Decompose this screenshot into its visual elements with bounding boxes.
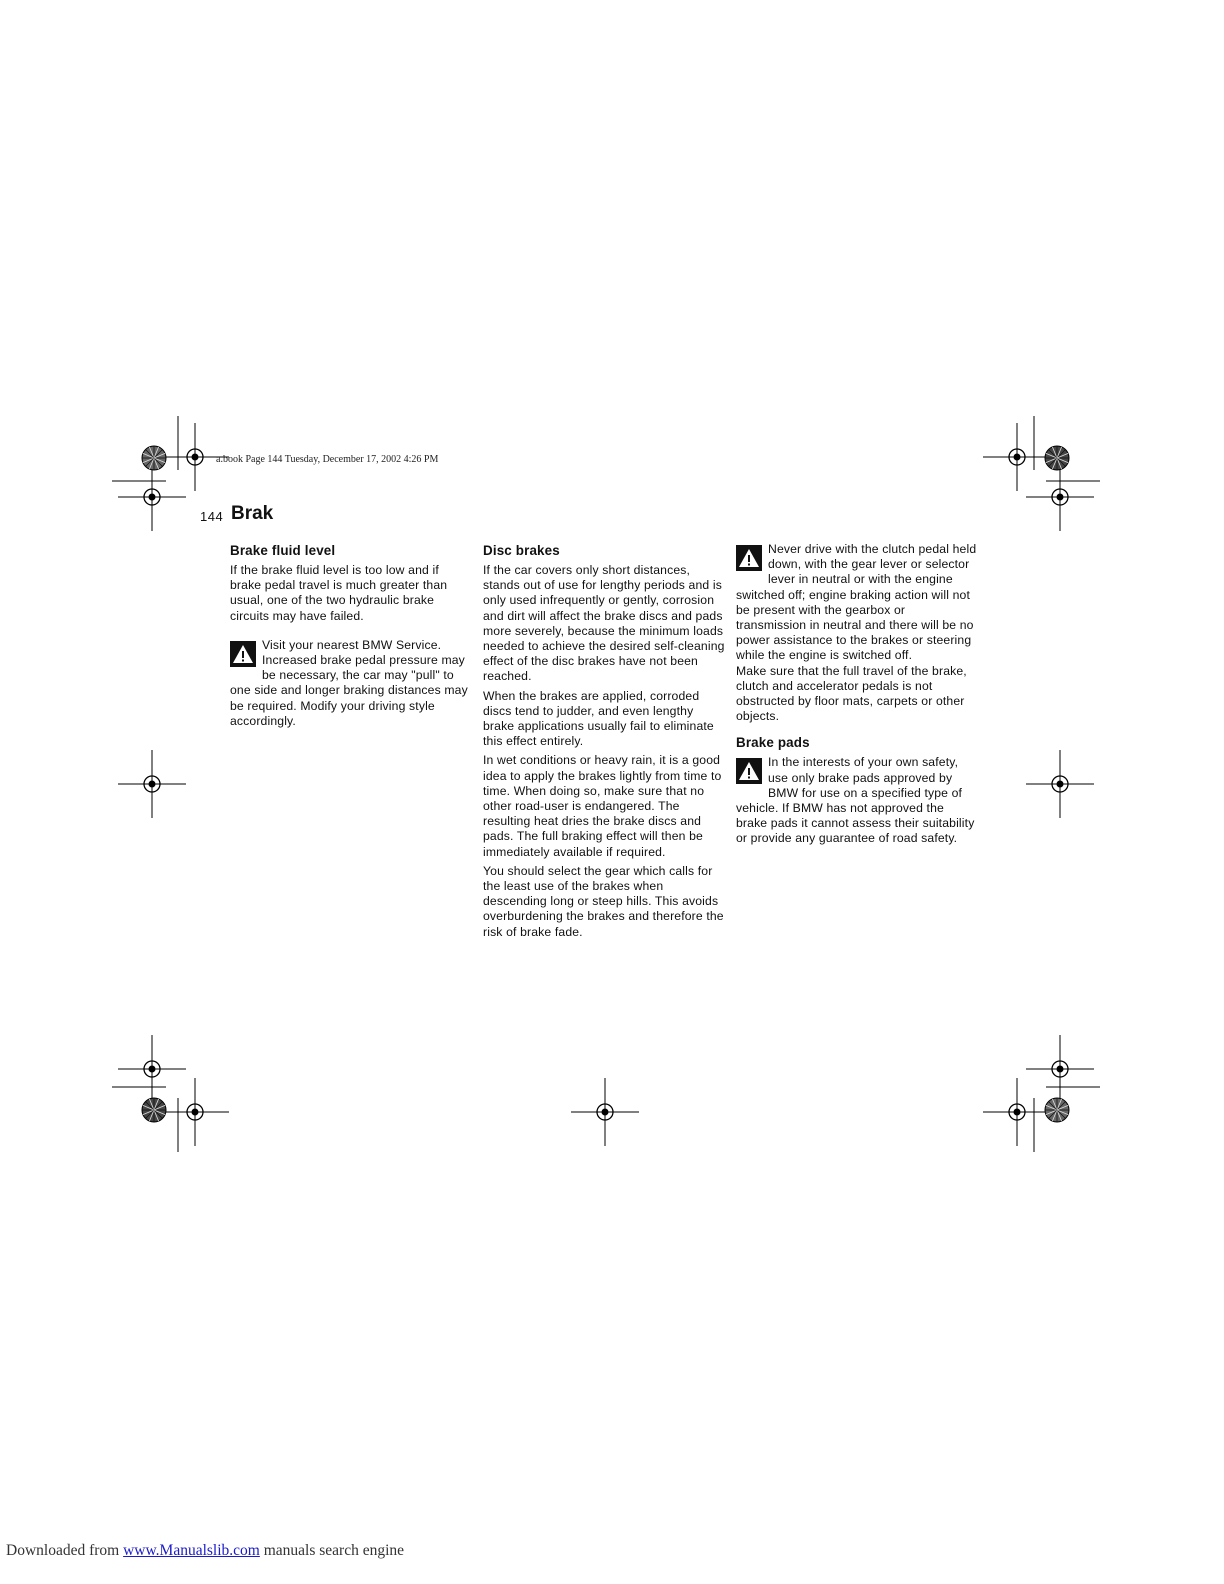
print-header: a.book Page 144 Tuesday, December 17, 2002 4:26 PM xyxy=(216,454,439,465)
warning-text: In the interests of your own safety, use only brake pads approved by BMW for use on a specified type of vehicle. If BMW has not approved the brake pads it cannot assess their suitability or provide any guarantee of road safety. xyxy=(736,755,975,846)
warning-block xyxy=(736,542,978,724)
warning-text: Visit your nearest BMW Service. Increased brake pedal pressure may be necessary, the car may "pull" to one side and longer braking distances may be required. Modify your driving style accordingly. xyxy=(230,637,468,728)
color-rosette-icon xyxy=(1045,1098,1069,1122)
heading-brake-fluid-level: Brake fluid level xyxy=(230,543,336,558)
paragraph: If the car covers only short distances, stands out of use for lengthy periods and is only used infrequently or gently, corrosion and dirt will affect the brake discs and pads more severely, because the minimum loads needed to achieve the desired self-cleaning effect of the disc brakes have not been reached. xyxy=(483,563,725,684)
heading-brake-pads: Brake pads xyxy=(736,735,810,751)
column-3 xyxy=(736,542,978,847)
color-rosette-icon xyxy=(142,446,166,470)
registration-target-icon xyxy=(118,463,186,531)
warning-triangle-icon xyxy=(736,758,762,784)
warning-triangle-icon xyxy=(230,641,256,667)
paragraph: If the brake fluid level is too low and if brake pedal travel is much greater than usual, one of the two hydraulic brake circuits may have failed. xyxy=(230,563,448,623)
registration-target-icon xyxy=(571,1078,639,1146)
manualslib-link[interactable]: www.Manualslib.com xyxy=(123,1542,260,1559)
download-footer xyxy=(6,1542,404,1560)
registration-target-icon xyxy=(118,1035,186,1103)
registration-target-icon xyxy=(1026,750,1094,818)
footer-suffix: manuals search engine xyxy=(259,1542,405,1559)
column-2 xyxy=(483,542,725,944)
registration-target-icon xyxy=(1026,1035,1094,1103)
color-rosette-icon xyxy=(1045,446,1069,470)
warning-block xyxy=(736,755,978,846)
chapter-title: Brak xyxy=(231,503,274,524)
column-1 xyxy=(230,542,472,729)
paragraph: In wet conditions or heavy rain, it is a good idea to apply the brakes lightly from time to time. When doing so, make sure that no other road-user is endangered. The resulting heat dries the brake discs and pads. The full braking effect will then be immediately available if required. xyxy=(483,753,722,859)
page-number: 144 xyxy=(200,509,224,524)
footer-prefix: Downloaded from xyxy=(6,1542,124,1559)
registration-target-icon xyxy=(983,423,1051,491)
registration-target-icon xyxy=(118,750,186,818)
color-rosette-icon xyxy=(142,1098,166,1122)
registration-target-icon xyxy=(983,1078,1051,1146)
warning-text: Never drive with the clutch pedal held down, with the gear lever or selector lever in neutral or with the engine switched off; engine braking action will not be present with the gearbox or transmission in neutral and there will be no power assistance to the brakes or steering while the engine is switched off. xyxy=(736,542,977,663)
heading-disc-brakes: Disc brakes xyxy=(483,543,560,558)
paragraph: You should select the gear which calls for the least use of the brakes when descending long or steep hills. This avoids overburdening the brakes and therefore the risk of brake fade. xyxy=(483,863,724,939)
warning-text-continued: Make sure that the full travel of the brake, clutch and accelerator pedals is not obstructed by floor mats, carpets or other objects. xyxy=(736,663,967,724)
registration-target-icon xyxy=(161,1078,229,1146)
registration-target-icon xyxy=(1026,463,1094,531)
warning-block xyxy=(230,638,472,729)
paragraph: When the brakes are applied, corroded discs tend to judder, and even lengthy brake applications usually fail to eliminate this effect entirely. xyxy=(483,688,714,749)
warning-triangle-icon xyxy=(736,545,762,571)
